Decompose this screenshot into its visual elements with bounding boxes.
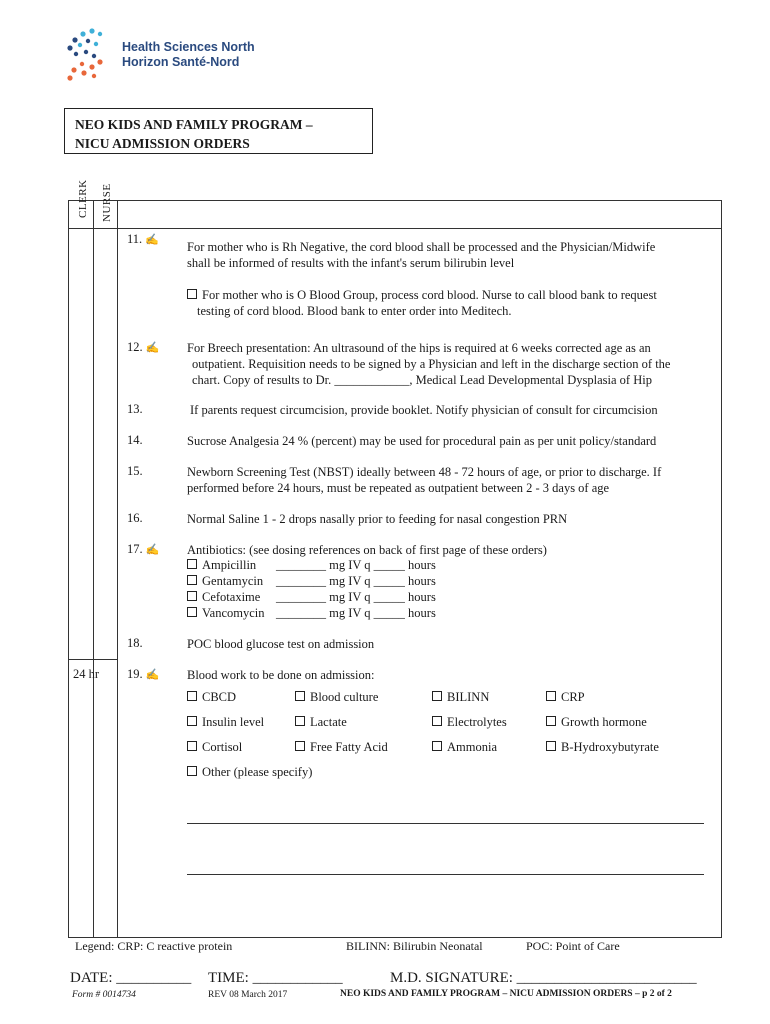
legend-bilinn: BILINN: Bilirubin Neonatal xyxy=(346,939,483,953)
bloodwork-option[interactable]: Ammonia xyxy=(432,740,497,755)
checkbox[interactable] xyxy=(187,716,197,726)
bloodwork-option[interactable]: Cortisol xyxy=(187,740,242,755)
order-14-number: 14. xyxy=(127,433,143,447)
time-row-divider xyxy=(68,659,117,660)
date-field[interactable]: DATE: __________ xyxy=(70,970,192,986)
order-12-text xyxy=(187,340,671,388)
logo-dots-icon xyxy=(62,26,110,88)
pen-icon: ✍ xyxy=(145,544,160,556)
checkbox[interactable] xyxy=(187,289,197,299)
checkbox[interactable] xyxy=(187,591,197,601)
form-title-line1: NEO KIDS AND FAMILY PROGRAM – xyxy=(75,117,313,132)
checkbox[interactable] xyxy=(187,766,197,776)
column-divider-clerk xyxy=(93,200,94,938)
antibiotic-row xyxy=(187,557,436,573)
antibiotic-dose: ________ mg IV q _____ hours xyxy=(276,606,436,620)
order-11b-line: testing of cord blood. Blood bank to enter order into Meditech. xyxy=(197,304,512,318)
antibiotic-dose: ________ mg IV q _____ hours xyxy=(276,574,436,588)
pen-icon: ✍ xyxy=(145,234,159,246)
organization-name xyxy=(122,40,255,70)
checkbox[interactable] xyxy=(546,741,556,751)
column-divider-nurse xyxy=(117,200,118,938)
other-specify-line[interactable] xyxy=(187,874,704,875)
order-13-text: If parents request circumcision, provide booklet. Notify physician of consult for circumcision xyxy=(190,403,658,417)
order-11-text xyxy=(187,239,655,271)
checkbox[interactable] xyxy=(295,716,305,726)
antibiotic-name: Vancomycin xyxy=(202,606,265,620)
checkbox[interactable] xyxy=(432,716,442,726)
order-19-text: Blood work to be done on admission: xyxy=(187,668,375,682)
order-11b-line: For mother who is O Blood Group, process cord blood. Nurse to call blood bank to request xyxy=(202,288,657,302)
org-name-en: Health Sciences North xyxy=(122,40,255,54)
antibiotic-dose: ________ mg IV q _____ hours xyxy=(276,558,436,572)
checkbox[interactable] xyxy=(187,575,197,585)
bloodwork-option[interactable]: Electrolytes xyxy=(432,715,507,730)
order-12-number: 12. ✍ xyxy=(127,340,160,354)
footer-program-title: NEO KIDS AND FAMILY PROGRAM – NICU ADMISSION ORDERS – p 2 of 2 xyxy=(340,989,672,999)
antibiotics-list xyxy=(187,557,436,621)
order-16-text: Normal Saline 1 - 2 drops nasally prior to feeding for nasal congestion PRN xyxy=(187,512,568,526)
order-15-line: Newborn Screening Test (NBST) ideally between 48 - 72 hours of age, or prior to discharge. If xyxy=(187,465,662,479)
antibiotic-name: Cefotaxime xyxy=(202,590,261,604)
order-19-number: 19. ✍ xyxy=(127,667,160,681)
antibiotic-name: Gentamycin xyxy=(202,574,264,588)
revision-date: REV 08 March 2017 xyxy=(208,990,288,1000)
md-signature-field[interactable]: M.D. SIGNATURE: ________________________ xyxy=(390,970,697,986)
checkbox[interactable] xyxy=(187,559,197,569)
order-16-number: 16. xyxy=(127,511,143,525)
clerk-column-header: CLERK xyxy=(77,179,89,218)
time-24hr: 24 hr xyxy=(73,667,100,681)
bloodwork-option[interactable]: CBCD xyxy=(187,690,236,705)
order-12-line: chart. Copy of results to Dr. ____________, Medical Lead Developmental Dysplasia of Hip xyxy=(192,373,652,387)
checkbox[interactable] xyxy=(546,691,556,701)
order-11-number: 11. ✍ xyxy=(127,232,159,246)
order-17-number: 17. ✍ xyxy=(127,542,160,556)
bloodwork-option[interactable]: Growth hormone xyxy=(546,715,647,730)
bloodwork-option[interactable]: B-Hydroxybutyrate xyxy=(546,740,659,755)
bloodwork-option[interactable]: Blood culture xyxy=(295,690,378,705)
order-17-text: Antibiotics: (see dosing references on back of first page of these orders) xyxy=(187,543,547,557)
other-specify-line[interactable] xyxy=(187,823,704,824)
order-18-text: POC blood glucose test on admission xyxy=(187,637,375,651)
time-field[interactable]: TIME: ____________ xyxy=(208,970,343,986)
order-11b-text xyxy=(187,287,657,319)
order-12-line: For Breech presentation: An ultrasound of the hips is required at 6 weeks corrected age as an xyxy=(187,341,651,355)
order-15-number: 15. xyxy=(127,464,143,478)
antibiotic-row xyxy=(187,573,436,589)
bloodwork-option[interactable]: BILINN xyxy=(432,690,489,705)
order-15-line: performed before 24 hours, must be repeated as outpatient between 2 - 3 days of age xyxy=(187,481,610,495)
order-11-line: For mother who is Rh Negative, the cord blood shall be processed and the Physician/Midwife xyxy=(187,240,656,254)
legend-crp: Legend: CRP: C reactive protein xyxy=(75,939,233,953)
antibiotic-name: Ampicillin xyxy=(202,558,257,572)
legend-poc: POC: Point of Care xyxy=(526,939,620,953)
order-18-number: 18. xyxy=(127,636,143,650)
bloodwork-option[interactable]: Free Fatty Acid xyxy=(295,740,388,755)
checkbox[interactable] xyxy=(432,691,442,701)
checkbox[interactable] xyxy=(187,607,197,617)
form-number: Form # 0014734 xyxy=(72,990,136,1000)
nurse-column-header: NURSE xyxy=(101,183,113,222)
order-15-text xyxy=(187,464,661,496)
header-row-divider xyxy=(68,228,722,229)
pen-icon: ✍ xyxy=(145,342,160,354)
checkbox[interactable] xyxy=(546,716,556,726)
antibiotic-row xyxy=(187,605,436,621)
bloodwork-option[interactable]: CRP xyxy=(546,690,585,705)
antibiotic-row xyxy=(187,589,436,605)
order-11-line: shall be informed of results with the infant's serum bilirubin level xyxy=(187,256,515,270)
checkbox[interactable] xyxy=(295,691,305,701)
checkbox[interactable] xyxy=(187,691,197,701)
order-13-number: 13. xyxy=(127,402,143,416)
bloodwork-option[interactable]: Insulin level xyxy=(187,715,264,730)
checkbox[interactable] xyxy=(295,741,305,751)
antibiotic-dose: ________ mg IV q _____ hours xyxy=(276,590,436,604)
checkbox[interactable] xyxy=(432,741,442,751)
bloodwork-option[interactable]: Lactate xyxy=(295,715,347,730)
pen-icon: ✍ xyxy=(145,669,160,681)
order-12-line: outpatient. Requisition needs to be signed by a Physician and left in the discharge section of the xyxy=(192,357,671,371)
org-name-fr: Horizon Santé-Nord xyxy=(122,55,240,69)
form-title-line2: NICU ADMISSION ORDERS xyxy=(75,136,250,151)
form-title-box xyxy=(64,108,373,154)
bloodwork-other-option[interactable]: Other (please specify) xyxy=(187,765,312,780)
checkbox[interactable] xyxy=(187,741,197,751)
order-14-text: Sucrose Analgesia 24 % (percent) may be used for procedural pain as per unit policy/standard xyxy=(187,434,657,448)
